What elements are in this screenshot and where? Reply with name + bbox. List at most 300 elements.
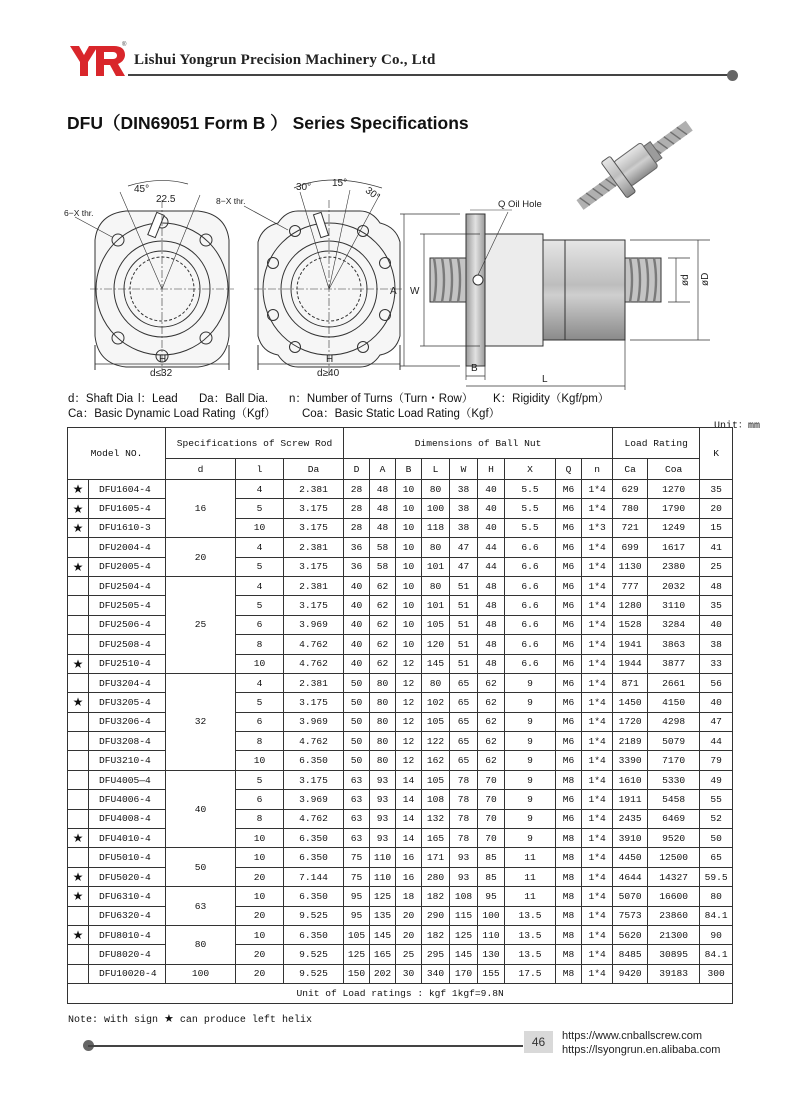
star-icon bbox=[68, 945, 89, 964]
value-cell-b: 16 bbox=[396, 848, 422, 867]
value-cell-ca: 3910 bbox=[613, 829, 648, 848]
value-cell-n: 1*4 bbox=[582, 887, 613, 906]
value-cell-k: 79 bbox=[700, 751, 733, 770]
svg-text:®: ® bbox=[122, 42, 127, 48]
legend-item: n：Number of Turns（Turn・Row） bbox=[289, 393, 474, 405]
value-cell-a: 58 bbox=[370, 538, 396, 557]
value-cell-da: 3.969 bbox=[284, 712, 344, 731]
model-cell: DFU2004-4 bbox=[89, 538, 166, 557]
value-cell-n: 1*4 bbox=[582, 480, 613, 499]
value-cell-b: 12 bbox=[396, 693, 422, 712]
value-cell-h: 40 bbox=[478, 518, 505, 537]
value-cell-l: 280 bbox=[422, 867, 450, 886]
value-cell-h: 62 bbox=[478, 732, 505, 751]
value-cell-n: 1*4 bbox=[582, 693, 613, 712]
legend-item: d：Shaft Dia bbox=[68, 393, 134, 405]
value-cell-h: 155 bbox=[478, 964, 505, 983]
value-cell-a: 110 bbox=[370, 848, 396, 867]
value-cell-w: 125 bbox=[450, 925, 478, 944]
shaft-dia-cell: 40 bbox=[166, 770, 236, 848]
value-cell-w: 108 bbox=[450, 887, 478, 906]
value-cell-ca: 1528 bbox=[613, 615, 648, 634]
subheader-cell: L bbox=[422, 459, 450, 480]
company-logo-icon bbox=[66, 40, 128, 78]
value-cell-d: 40 bbox=[344, 635, 370, 654]
value-cell-l: 5 bbox=[236, 693, 284, 712]
value-cell-h: 48 bbox=[478, 615, 505, 634]
value-cell-n: 1*4 bbox=[582, 654, 613, 673]
value-cell-da: 2.381 bbox=[284, 673, 344, 692]
value-cell-da: 9.525 bbox=[284, 964, 344, 983]
value-cell-k: 300 bbox=[700, 964, 733, 983]
value-cell-l: 8 bbox=[236, 809, 284, 828]
value-cell-q: M6 bbox=[556, 635, 582, 654]
value-cell-x: 5.5 bbox=[505, 480, 556, 499]
value-cell-n: 1*4 bbox=[582, 751, 613, 770]
value-cell-da: 4.762 bbox=[284, 654, 344, 673]
table-row bbox=[68, 848, 733, 867]
value-cell-ca: 3390 bbox=[613, 751, 648, 770]
value-cell-q: M6 bbox=[556, 480, 582, 499]
value-cell-b: 20 bbox=[396, 906, 422, 925]
value-cell-d: 28 bbox=[344, 480, 370, 499]
value-cell-l: 108 bbox=[422, 790, 450, 809]
subheader-cell: W bbox=[450, 459, 478, 480]
star-icon: ★ bbox=[68, 654, 89, 673]
page-number: 46 bbox=[524, 1031, 553, 1053]
value-cell-w: 38 bbox=[450, 518, 478, 537]
helix-note bbox=[68, 1012, 312, 1026]
value-cell-coa: 5079 bbox=[648, 732, 700, 751]
value-cell-d: 63 bbox=[344, 809, 370, 828]
value-cell-q: M6 bbox=[556, 751, 582, 770]
subheader-cell: A bbox=[370, 459, 396, 480]
value-cell-n: 1*4 bbox=[582, 964, 613, 983]
svg-text:Q Oil Hole: Q Oil Hole bbox=[498, 199, 542, 210]
shaft-dia-cell: 20 bbox=[166, 538, 236, 577]
value-cell-l: 6 bbox=[236, 712, 284, 731]
value-cell-q: M6 bbox=[556, 557, 582, 576]
value-cell-q: M6 bbox=[556, 732, 582, 751]
value-cell-d: 63 bbox=[344, 829, 370, 848]
value-cell-q: M8 bbox=[556, 925, 582, 944]
value-cell-b: 14 bbox=[396, 829, 422, 848]
table-subheader-row bbox=[68, 459, 733, 480]
value-cell-d: 28 bbox=[344, 518, 370, 537]
value-cell-ca: 1941 bbox=[613, 635, 648, 654]
value-cell-da: 2.381 bbox=[284, 480, 344, 499]
svg-text:H: H bbox=[159, 354, 167, 365]
header-rule bbox=[128, 74, 733, 76]
value-cell-b: 14 bbox=[396, 809, 422, 828]
value-cell-d: 36 bbox=[344, 538, 370, 557]
flange-view-right bbox=[244, 180, 404, 376]
value-cell-k: 20 bbox=[700, 499, 733, 518]
value-cell-k: 49 bbox=[700, 770, 733, 789]
value-cell-w: 78 bbox=[450, 790, 478, 809]
subheader-cell: n bbox=[582, 459, 613, 480]
value-cell-l: 120 bbox=[422, 635, 450, 654]
value-cell-coa: 16600 bbox=[648, 887, 700, 906]
legend-item: Ca：Basic Dynamic Load Rating（Kgf） bbox=[68, 408, 276, 420]
value-cell-n: 1*4 bbox=[582, 499, 613, 518]
value-cell-b: 12 bbox=[396, 673, 422, 692]
subheader-cell: Q bbox=[556, 459, 582, 480]
value-cell-x: 9 bbox=[505, 732, 556, 751]
value-cell-q: M6 bbox=[556, 596, 582, 615]
star-icon: ★ bbox=[68, 557, 89, 576]
value-cell-b: 16 bbox=[396, 867, 422, 886]
value-cell-h: 70 bbox=[478, 770, 505, 789]
table-row bbox=[68, 673, 733, 692]
value-cell-w: 65 bbox=[450, 732, 478, 751]
star-icon: ★ bbox=[164, 1012, 174, 1025]
value-cell-h: 48 bbox=[478, 576, 505, 595]
value-cell-d: 40 bbox=[344, 654, 370, 673]
value-cell-d: 50 bbox=[344, 751, 370, 770]
value-cell-x: 5.5 bbox=[505, 518, 556, 537]
value-cell-d: 50 bbox=[344, 673, 370, 692]
value-cell-q: M8 bbox=[556, 867, 582, 886]
header-model: Model NO. bbox=[68, 428, 166, 480]
star-icon bbox=[68, 732, 89, 751]
value-cell-k: 52 bbox=[700, 809, 733, 828]
value-cell-x: 6.6 bbox=[505, 635, 556, 654]
value-cell-q: M6 bbox=[556, 673, 582, 692]
model-cell: DFU2505-4 bbox=[89, 596, 166, 615]
value-cell-coa: 21300 bbox=[648, 925, 700, 944]
model-cell: DFU2506-4 bbox=[89, 615, 166, 634]
star-icon: ★ bbox=[68, 499, 89, 518]
value-cell-w: 38 bbox=[450, 480, 478, 499]
value-cell-l: 5 bbox=[236, 596, 284, 615]
value-cell-k: 80 bbox=[700, 887, 733, 906]
subheader-cell: X bbox=[505, 459, 556, 480]
value-cell-ca: 699 bbox=[613, 538, 648, 557]
value-cell-da: 3.175 bbox=[284, 518, 344, 537]
value-cell-k: 56 bbox=[700, 673, 733, 692]
star-icon: ★ bbox=[68, 925, 89, 944]
value-cell-da: 9.525 bbox=[284, 906, 344, 925]
value-cell-l: 5 bbox=[236, 557, 284, 576]
shaft-dia-cell: 63 bbox=[166, 887, 236, 926]
value-cell-x: 6.6 bbox=[505, 596, 556, 615]
value-cell-l: 162 bbox=[422, 751, 450, 770]
table-row bbox=[68, 964, 733, 983]
value-cell-n: 1*4 bbox=[582, 732, 613, 751]
svg-text:30°: 30° bbox=[296, 182, 312, 193]
footer-urls bbox=[562, 1029, 720, 1057]
value-cell-l: 20 bbox=[236, 906, 284, 925]
value-cell-d: 95 bbox=[344, 906, 370, 925]
value-cell-b: 12 bbox=[396, 751, 422, 770]
value-cell-coa: 9520 bbox=[648, 829, 700, 848]
value-cell-ca: 777 bbox=[613, 576, 648, 595]
value-cell-h: 62 bbox=[478, 712, 505, 731]
value-cell-w: 93 bbox=[450, 867, 478, 886]
value-cell-ca: 721 bbox=[613, 518, 648, 537]
value-cell-coa: 2032 bbox=[648, 576, 700, 595]
star-icon bbox=[68, 751, 89, 770]
model-cell: DFU5010-4 bbox=[89, 848, 166, 867]
value-cell-a: 62 bbox=[370, 615, 396, 634]
value-cell-ca: 629 bbox=[613, 480, 648, 499]
table-footer-row bbox=[68, 984, 733, 1004]
value-cell-b: 20 bbox=[396, 925, 422, 944]
value-cell-x: 6.6 bbox=[505, 576, 556, 595]
value-cell-w: 170 bbox=[450, 964, 478, 983]
value-cell-b: 25 bbox=[396, 945, 422, 964]
value-cell-l: 105 bbox=[422, 615, 450, 634]
value-cell-da: 6.350 bbox=[284, 848, 344, 867]
value-cell-w: 78 bbox=[450, 829, 478, 848]
value-cell-w: 93 bbox=[450, 848, 478, 867]
footer-url-link[interactable]: https://lsyongrun.en.alibaba.com bbox=[562, 1044, 721, 1056]
value-cell-n: 1*4 bbox=[582, 829, 613, 848]
value-cell-da: 7.144 bbox=[284, 867, 344, 886]
value-cell-h: 40 bbox=[478, 499, 505, 518]
value-cell-ca: 1610 bbox=[613, 770, 648, 789]
star-icon bbox=[68, 712, 89, 731]
header-k: K bbox=[700, 428, 733, 480]
value-cell-ca: 1450 bbox=[613, 693, 648, 712]
value-cell-b: 10 bbox=[396, 518, 422, 537]
value-cell-d: 40 bbox=[344, 615, 370, 634]
value-cell-b: 12 bbox=[396, 712, 422, 731]
value-cell-k: 44 bbox=[700, 732, 733, 751]
value-cell-a: 80 bbox=[370, 751, 396, 770]
value-cell-l: 10 bbox=[236, 829, 284, 848]
value-cell-k: 25 bbox=[700, 557, 733, 576]
footer-rule bbox=[88, 1045, 523, 1047]
value-cell-d: 75 bbox=[344, 867, 370, 886]
page-title: DFU（DIN69051 Form B ） Series Specifications bbox=[67, 113, 469, 133]
value-cell-da: 6.350 bbox=[284, 829, 344, 848]
value-cell-l: 4 bbox=[236, 576, 284, 595]
value-cell-x: 9 bbox=[505, 809, 556, 828]
value-cell-a: 125 bbox=[370, 887, 396, 906]
model-cell: DFU3206-4 bbox=[89, 712, 166, 731]
svg-text:A: A bbox=[390, 286, 397, 297]
value-cell-n: 1*4 bbox=[582, 557, 613, 576]
value-cell-x: 6.6 bbox=[505, 538, 556, 557]
footer-url-link[interactable]: https://www.cnballscrew.com bbox=[562, 1030, 702, 1042]
value-cell-ca: 1911 bbox=[613, 790, 648, 809]
star-icon bbox=[68, 673, 89, 692]
header-nut: Dimensions of Ball Nut bbox=[344, 428, 613, 459]
model-cell: DFU6310-4 bbox=[89, 887, 166, 906]
value-cell-n: 1*4 bbox=[582, 906, 613, 925]
svg-text:øD: øD bbox=[700, 272, 711, 286]
subheader-cell: d bbox=[166, 459, 236, 480]
model-cell: DFU3205-4 bbox=[89, 693, 166, 712]
value-cell-a: 202 bbox=[370, 964, 396, 983]
svg-text:45°: 45° bbox=[134, 184, 150, 195]
value-cell-coa: 12500 bbox=[648, 848, 700, 867]
value-cell-q: M8 bbox=[556, 887, 582, 906]
star-icon bbox=[68, 848, 89, 867]
value-cell-ca: 1720 bbox=[613, 712, 648, 731]
value-cell-n: 1*4 bbox=[582, 596, 613, 615]
value-cell-q: M6 bbox=[556, 809, 582, 828]
value-cell-ca: 1280 bbox=[613, 596, 648, 615]
value-cell-l: 10 bbox=[236, 518, 284, 537]
table-row bbox=[68, 576, 733, 595]
value-cell-x: 6.6 bbox=[505, 615, 556, 634]
value-cell-a: 93 bbox=[370, 829, 396, 848]
value-cell-w: 65 bbox=[450, 751, 478, 770]
shaft-dia-cell: 50 bbox=[166, 848, 236, 887]
value-cell-l: 6 bbox=[236, 615, 284, 634]
value-cell-coa: 3284 bbox=[648, 615, 700, 634]
model-cell: DFU4006-4 bbox=[89, 790, 166, 809]
value-cell-coa: 5458 bbox=[648, 790, 700, 809]
flange-view-left bbox=[75, 180, 234, 376]
value-cell-x: 11 bbox=[505, 848, 556, 867]
value-cell-w: 65 bbox=[450, 673, 478, 692]
value-cell-l: 5 bbox=[236, 499, 284, 518]
company-name: Lishui Yongrun Precision Machinery Co., Ltd bbox=[134, 52, 436, 68]
star-icon bbox=[68, 538, 89, 557]
value-cell-da: 4.762 bbox=[284, 635, 344, 654]
value-cell-h: 95 bbox=[478, 887, 505, 906]
value-cell-n: 1*4 bbox=[582, 712, 613, 731]
value-cell-n: 1*4 bbox=[582, 770, 613, 789]
value-cell-da: 2.381 bbox=[284, 538, 344, 557]
model-cell: DFU5020-4 bbox=[89, 867, 166, 886]
value-cell-da: 3.175 bbox=[284, 557, 344, 576]
value-cell-x: 13.5 bbox=[505, 906, 556, 925]
load-unit-note: Unit of Load ratings : kgf 1kgf=9.8N bbox=[68, 984, 733, 1004]
value-cell-h: 48 bbox=[478, 635, 505, 654]
svg-text:B: B bbox=[471, 363, 478, 374]
nut-side-view bbox=[400, 210, 710, 390]
value-cell-coa: 3863 bbox=[648, 635, 700, 654]
value-cell-x: 17.5 bbox=[505, 964, 556, 983]
value-cell-q: M6 bbox=[556, 654, 582, 673]
value-cell-l: 10 bbox=[236, 751, 284, 770]
value-cell-da: 6.350 bbox=[284, 925, 344, 944]
header-screw: Specifications of Screw Rod bbox=[166, 428, 344, 459]
value-cell-d: 105 bbox=[344, 925, 370, 944]
value-cell-x: 11 bbox=[505, 887, 556, 906]
value-cell-q: M6 bbox=[556, 790, 582, 809]
subheader-cell: l bbox=[236, 459, 284, 480]
value-cell-coa: 6469 bbox=[648, 809, 700, 828]
value-cell-a: 80 bbox=[370, 732, 396, 751]
value-cell-k: 40 bbox=[700, 615, 733, 634]
value-cell-q: M8 bbox=[556, 945, 582, 964]
table-row bbox=[68, 538, 733, 557]
value-cell-da: 4.762 bbox=[284, 809, 344, 828]
subheader-cell: H bbox=[478, 459, 505, 480]
star-icon: ★ bbox=[68, 829, 89, 848]
star-icon bbox=[68, 906, 89, 925]
value-cell-x: 13.5 bbox=[505, 925, 556, 944]
value-cell-k: 33 bbox=[700, 654, 733, 673]
model-cell: DFU4005—4 bbox=[89, 770, 166, 789]
value-cell-ca: 8485 bbox=[613, 945, 648, 964]
value-cell-k: 35 bbox=[700, 480, 733, 499]
value-cell-a: 165 bbox=[370, 945, 396, 964]
value-cell-d: 50 bbox=[344, 732, 370, 751]
value-cell-l: 4 bbox=[236, 480, 284, 499]
value-cell-ca: 1944 bbox=[613, 654, 648, 673]
svg-text:H: H bbox=[326, 354, 334, 365]
table-row bbox=[68, 925, 733, 944]
value-cell-l: 182 bbox=[422, 925, 450, 944]
value-cell-b: 10 bbox=[396, 596, 422, 615]
value-cell-h: 85 bbox=[478, 867, 505, 886]
value-cell-b: 30 bbox=[396, 964, 422, 983]
star-icon: ★ bbox=[68, 867, 89, 886]
legend-item: Coa：Basic Static Load Rating（Kgf） bbox=[302, 408, 501, 420]
value-cell-w: 51 bbox=[450, 635, 478, 654]
value-cell-n: 1*4 bbox=[582, 848, 613, 867]
value-cell-w: 115 bbox=[450, 906, 478, 925]
value-cell-h: 70 bbox=[478, 829, 505, 848]
value-cell-coa: 1249 bbox=[648, 518, 700, 537]
model-cell: DFU3204-4 bbox=[89, 673, 166, 692]
value-cell-w: 145 bbox=[450, 945, 478, 964]
value-cell-l: 101 bbox=[422, 596, 450, 615]
value-cell-q: M6 bbox=[556, 518, 582, 537]
value-cell-da: 4.762 bbox=[284, 732, 344, 751]
value-cell-k: 65 bbox=[700, 848, 733, 867]
value-cell-ca: 2435 bbox=[613, 809, 648, 828]
value-cell-l: 8 bbox=[236, 732, 284, 751]
star-icon bbox=[68, 770, 89, 789]
shaft-dia-cell: 16 bbox=[166, 480, 236, 538]
value-cell-k: 15 bbox=[700, 518, 733, 537]
subheader-cell: Coa bbox=[648, 459, 700, 480]
value-cell-l: 132 bbox=[422, 809, 450, 828]
model-cell: DFU10020-4 bbox=[89, 964, 166, 983]
value-cell-l: 4 bbox=[236, 538, 284, 557]
value-cell-a: 135 bbox=[370, 906, 396, 925]
value-cell-a: 62 bbox=[370, 596, 396, 615]
value-cell-x: 11 bbox=[505, 867, 556, 886]
value-cell-l: 340 bbox=[422, 964, 450, 983]
model-cell: DFU2005-4 bbox=[89, 557, 166, 576]
value-cell-w: 65 bbox=[450, 712, 478, 731]
value-cell-ca: 4644 bbox=[613, 867, 648, 886]
value-cell-h: 85 bbox=[478, 848, 505, 867]
value-cell-n: 1*4 bbox=[582, 925, 613, 944]
value-cell-k: 59.5 bbox=[700, 867, 733, 886]
value-cell-l: 171 bbox=[422, 848, 450, 867]
value-cell-coa: 4150 bbox=[648, 693, 700, 712]
value-cell-x: 9 bbox=[505, 673, 556, 692]
value-cell-b: 10 bbox=[396, 480, 422, 499]
value-cell-k: 55 bbox=[700, 790, 733, 809]
value-cell-a: 110 bbox=[370, 867, 396, 886]
value-cell-b: 12 bbox=[396, 732, 422, 751]
value-cell-a: 80 bbox=[370, 693, 396, 712]
value-cell-coa: 14327 bbox=[648, 867, 700, 886]
value-cell-q: M6 bbox=[556, 615, 582, 634]
value-cell-h: 62 bbox=[478, 693, 505, 712]
value-cell-q: M6 bbox=[556, 538, 582, 557]
model-cell: DFU1604-4 bbox=[89, 480, 166, 499]
value-cell-da: 6.350 bbox=[284, 887, 344, 906]
value-cell-b: 18 bbox=[396, 887, 422, 906]
svg-text:22.5: 22.5 bbox=[156, 194, 176, 205]
value-cell-da: 3.175 bbox=[284, 596, 344, 615]
value-cell-da: 6.350 bbox=[284, 751, 344, 770]
shaft-dia-cell: 100 bbox=[166, 964, 236, 983]
value-cell-ca: 4450 bbox=[613, 848, 648, 867]
